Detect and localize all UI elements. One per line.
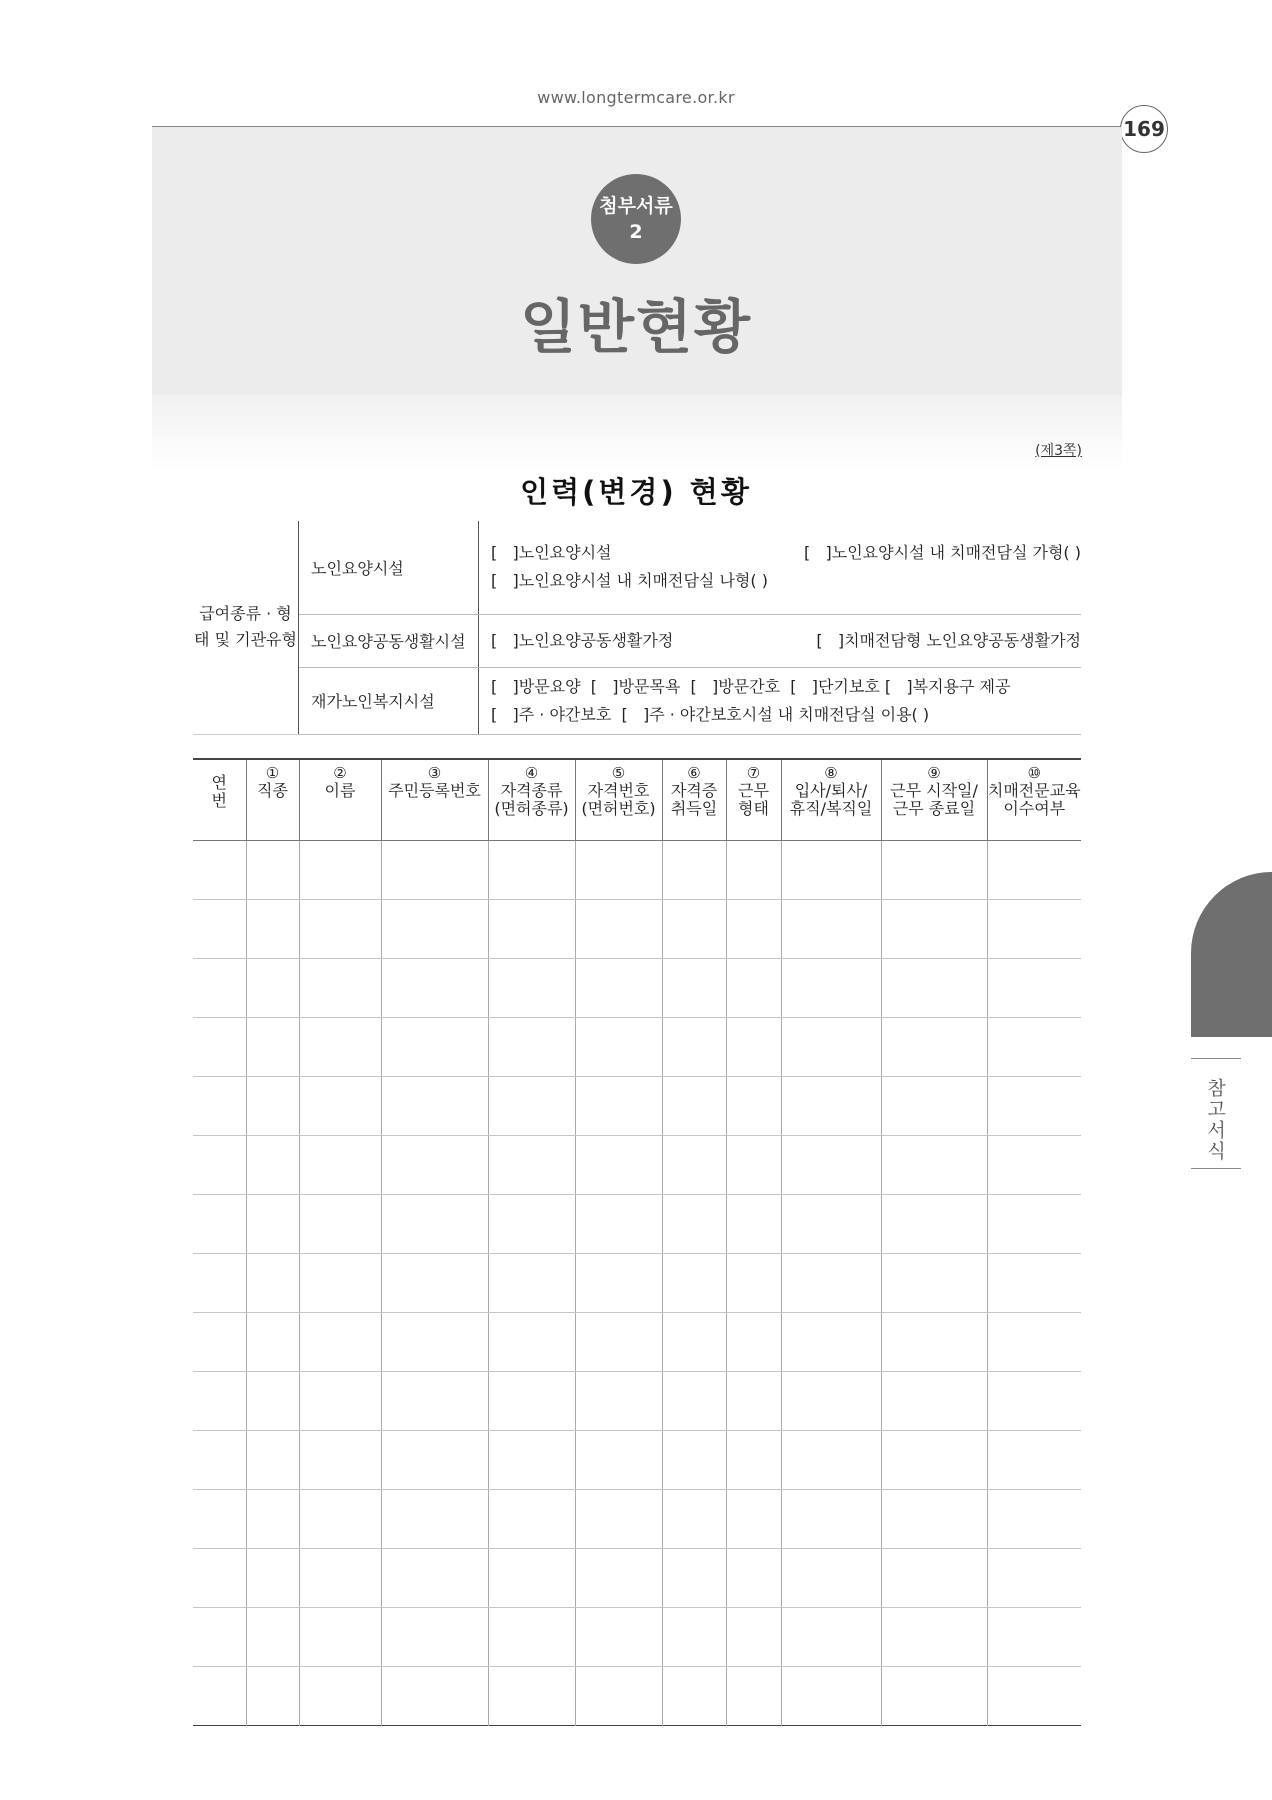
table-cell[interactable] bbox=[193, 1431, 246, 1490]
table-cell[interactable] bbox=[575, 1077, 662, 1136]
column-number: ⑧ bbox=[824, 764, 838, 782]
column-number: ⑥ bbox=[687, 764, 701, 782]
table-cell[interactable] bbox=[726, 959, 781, 1018]
table-cell[interactable] bbox=[299, 1431, 381, 1490]
table-cell[interactable] bbox=[662, 1195, 726, 1254]
site-url: www.longtermcare.or.kr bbox=[537, 88, 735, 107]
table-row bbox=[193, 1313, 1081, 1372]
table-cell[interactable] bbox=[488, 1195, 575, 1254]
table-cell[interactable] bbox=[575, 1313, 662, 1372]
option-text[interactable]: [ ]노인요양시설 내 치매전담실 가형( ) bbox=[804, 543, 1081, 563]
table-cell[interactable] bbox=[781, 1077, 881, 1136]
table-cell[interactable] bbox=[381, 1195, 488, 1254]
table-cell[interactable] bbox=[246, 1313, 299, 1372]
table-cell[interactable] bbox=[299, 1608, 381, 1667]
table-row bbox=[193, 1372, 1081, 1431]
table-row bbox=[193, 1018, 1081, 1077]
table-cell[interactable] bbox=[662, 900, 726, 959]
column-header bbox=[881, 759, 987, 841]
table-cell[interactable] bbox=[987, 1372, 1081, 1431]
table-cell[interactable] bbox=[299, 1254, 381, 1313]
table-cell[interactable] bbox=[381, 1313, 488, 1372]
table-cell[interactable] bbox=[381, 900, 488, 959]
table-cell[interactable] bbox=[781, 1667, 881, 1726]
table-cell[interactable] bbox=[881, 1077, 987, 1136]
table-cell[interactable] bbox=[575, 841, 662, 900]
table-cell[interactable] bbox=[299, 1136, 381, 1195]
staff-table bbox=[193, 758, 1081, 1726]
table-row bbox=[193, 1254, 1081, 1313]
table-row bbox=[193, 1077, 1081, 1136]
option-text[interactable]: [ ]노인요양시설 내 치매전담실 나형( ) bbox=[491, 571, 768, 591]
column-label: 번 bbox=[211, 791, 227, 810]
table-cell[interactable] bbox=[781, 841, 881, 900]
column-label: (면허종류) bbox=[494, 799, 569, 818]
table-row bbox=[193, 959, 1081, 1018]
column-label: 근무 종료일 bbox=[892, 799, 976, 818]
facility-name: 노인요양시설 bbox=[299, 521, 479, 614]
table-cell[interactable] bbox=[781, 900, 881, 959]
table-cell[interactable] bbox=[488, 1431, 575, 1490]
column-header bbox=[662, 759, 726, 841]
attachment-badge bbox=[591, 174, 681, 264]
table-cell[interactable] bbox=[662, 1667, 726, 1726]
column-label: 자격증 bbox=[670, 781, 718, 800]
column-header bbox=[987, 759, 1081, 841]
column-label: 이수여부 bbox=[1003, 799, 1066, 818]
staff-header-row bbox=[193, 759, 1081, 841]
table-cell[interactable] bbox=[781, 1254, 881, 1313]
table-cell[interactable] bbox=[488, 1313, 575, 1372]
table-cell[interactable] bbox=[193, 1608, 246, 1667]
table-cell[interactable] bbox=[662, 841, 726, 900]
side-divider bbox=[1191, 1058, 1241, 1059]
column-header bbox=[299, 759, 381, 841]
table-cell[interactable] bbox=[381, 1549, 488, 1608]
table-row bbox=[193, 1667, 1081, 1726]
column-label: 취득일 bbox=[670, 799, 718, 818]
table-cell[interactable] bbox=[987, 1608, 1081, 1667]
table-cell[interactable] bbox=[488, 1608, 575, 1667]
table-row bbox=[193, 1195, 1081, 1254]
table-cell[interactable] bbox=[987, 1136, 1081, 1195]
table-cell[interactable] bbox=[881, 1313, 987, 1372]
option-text[interactable]: [ ]방문요양 [ ]방문목욕 [ ]방문간호 [ ]단기보호 [ ]복지용구 제공 bbox=[491, 676, 1011, 696]
facility-name: 노인요양공동생활시설 bbox=[299, 614, 479, 667]
table-cell[interactable] bbox=[781, 1195, 881, 1254]
category-label: 급여종류 · 형태 및 기관유형 bbox=[193, 521, 299, 734]
table-cell[interactable] bbox=[299, 1313, 381, 1372]
table-cell[interactable] bbox=[193, 959, 246, 1018]
column-number: ⑤ bbox=[611, 764, 626, 782]
table-cell[interactable] bbox=[781, 959, 881, 1018]
table-cell[interactable] bbox=[726, 1372, 781, 1431]
table-row bbox=[193, 1490, 1081, 1549]
column-label: 휴직/복직일 bbox=[789, 799, 873, 818]
table-cell[interactable] bbox=[662, 1549, 726, 1608]
column-number: ⑦ bbox=[746, 764, 761, 782]
table-cell[interactable] bbox=[246, 1195, 299, 1254]
table-cell[interactable] bbox=[987, 1195, 1081, 1254]
table-cell[interactable] bbox=[726, 1195, 781, 1254]
column-number: ③ bbox=[427, 764, 442, 782]
table-cell[interactable] bbox=[726, 1490, 781, 1549]
table-cell[interactable] bbox=[488, 1018, 575, 1077]
table-cell[interactable] bbox=[193, 841, 246, 900]
table-cell[interactable] bbox=[662, 1372, 726, 1431]
table-cell[interactable] bbox=[193, 1195, 246, 1254]
side-tab bbox=[1191, 872, 1272, 1037]
table-cell[interactable] bbox=[193, 1136, 246, 1195]
table-cell[interactable] bbox=[781, 1608, 881, 1667]
info-row bbox=[193, 614, 1081, 667]
table-cell[interactable] bbox=[246, 1136, 299, 1195]
table-cell[interactable] bbox=[881, 1608, 987, 1667]
table-cell[interactable] bbox=[987, 1667, 1081, 1726]
side-divider bbox=[1191, 1168, 1241, 1169]
column-label: 치매전문교육 bbox=[987, 781, 1081, 800]
table-row bbox=[193, 841, 1081, 900]
table-cell[interactable] bbox=[662, 1254, 726, 1313]
table-cell[interactable] bbox=[662, 1136, 726, 1195]
column-header bbox=[781, 759, 881, 841]
facility-options bbox=[479, 614, 1082, 667]
table-cell[interactable] bbox=[781, 1018, 881, 1077]
table-cell[interactable] bbox=[781, 1431, 881, 1490]
table-cell[interactable] bbox=[781, 1136, 881, 1195]
table-cell[interactable] bbox=[987, 841, 1081, 900]
table-cell[interactable] bbox=[299, 1667, 381, 1726]
table-cell[interactable] bbox=[193, 1018, 246, 1077]
table-cell[interactable] bbox=[381, 1077, 488, 1136]
table-cell[interactable] bbox=[781, 1490, 881, 1549]
table-cell[interactable] bbox=[381, 841, 488, 900]
table-cell[interactable] bbox=[662, 1018, 726, 1077]
table-cell[interactable] bbox=[781, 1372, 881, 1431]
table-cell[interactable] bbox=[662, 1608, 726, 1667]
table-cell[interactable] bbox=[881, 841, 987, 900]
table-cell[interactable] bbox=[488, 1254, 575, 1313]
table-cell[interactable] bbox=[987, 1254, 1081, 1313]
column-number: ① bbox=[265, 764, 280, 782]
table-cell[interactable] bbox=[193, 1254, 246, 1313]
table-cell[interactable] bbox=[881, 1667, 987, 1726]
table-cell[interactable] bbox=[246, 1018, 299, 1077]
table-cell[interactable] bbox=[299, 1490, 381, 1549]
table-cell[interactable] bbox=[726, 1549, 781, 1608]
table-cell[interactable] bbox=[575, 1431, 662, 1490]
facility-options bbox=[479, 521, 1082, 614]
table-cell[interactable] bbox=[246, 900, 299, 959]
column-number: ⑩ bbox=[1027, 764, 1041, 782]
table-cell[interactable] bbox=[381, 1018, 488, 1077]
table-cell[interactable] bbox=[246, 1372, 299, 1431]
table-cell[interactable] bbox=[881, 959, 987, 1018]
form-page-indicator: (제3쪽) bbox=[1035, 443, 1082, 459]
table-cell[interactable] bbox=[299, 841, 381, 900]
table-cell[interactable] bbox=[881, 900, 987, 959]
column-label: 형태 bbox=[738, 799, 769, 818]
table-cell[interactable] bbox=[246, 1608, 299, 1667]
table-cell[interactable] bbox=[381, 1431, 488, 1490]
column-number: ④ bbox=[524, 764, 539, 782]
table-cell[interactable] bbox=[662, 1431, 726, 1490]
table-cell[interactable] bbox=[726, 1077, 781, 1136]
table-cell[interactable] bbox=[381, 1372, 488, 1431]
table-cell[interactable] bbox=[575, 1608, 662, 1667]
table-cell[interactable] bbox=[299, 1195, 381, 1254]
option-text[interactable]: [ ]치매전담형 노인요양공동생활가정 bbox=[816, 630, 1081, 650]
table-cell[interactable] bbox=[575, 1549, 662, 1608]
page-number: 169 bbox=[1120, 105, 1168, 153]
table-cell[interactable] bbox=[575, 1195, 662, 1254]
table-cell[interactable] bbox=[726, 1018, 781, 1077]
table-cell[interactable] bbox=[881, 1431, 987, 1490]
section-banner bbox=[152, 127, 1122, 412]
table-row bbox=[193, 1608, 1081, 1667]
table-cell[interactable] bbox=[726, 900, 781, 959]
table-cell[interactable] bbox=[575, 959, 662, 1018]
column-header bbox=[488, 759, 575, 841]
column-label: 자격번호 bbox=[587, 781, 650, 800]
table-cell[interactable] bbox=[662, 1313, 726, 1372]
table-cell[interactable] bbox=[246, 1549, 299, 1608]
table-row bbox=[193, 900, 1081, 959]
table-row bbox=[193, 1136, 1081, 1195]
column-header bbox=[193, 759, 246, 841]
column-number: ⑨ bbox=[927, 764, 941, 782]
column-label: 이름 bbox=[324, 781, 356, 800]
info-row bbox=[193, 521, 1081, 614]
table-cell[interactable] bbox=[488, 841, 575, 900]
table-cell[interactable] bbox=[246, 1490, 299, 1549]
column-header bbox=[726, 759, 781, 841]
table-cell[interactable] bbox=[381, 1490, 488, 1549]
badge-number: 2 bbox=[629, 221, 643, 243]
column-number: ② bbox=[333, 764, 347, 782]
table-cell[interactable] bbox=[381, 1608, 488, 1667]
table-cell[interactable] bbox=[299, 959, 381, 1018]
table-cell[interactable] bbox=[987, 900, 1081, 959]
table-cell[interactable] bbox=[193, 1313, 246, 1372]
info-row bbox=[193, 667, 1081, 734]
column-label: 자격종류 bbox=[500, 781, 563, 800]
table-cell[interactable] bbox=[193, 900, 246, 959]
table-cell[interactable] bbox=[193, 1490, 246, 1549]
table-cell[interactable] bbox=[575, 1372, 662, 1431]
table-cell[interactable] bbox=[987, 1490, 1081, 1549]
table-cell[interactable] bbox=[881, 1372, 987, 1431]
table-cell[interactable] bbox=[246, 1077, 299, 1136]
table-cell[interactable] bbox=[246, 1667, 299, 1726]
table-cell[interactable] bbox=[881, 1136, 987, 1195]
table-cell[interactable] bbox=[987, 1313, 1081, 1372]
option-text[interactable]: [ ]노인요양시설 bbox=[491, 543, 612, 563]
table-cell[interactable] bbox=[726, 1254, 781, 1313]
table-cell[interactable] bbox=[299, 900, 381, 959]
table-cell[interactable] bbox=[575, 1490, 662, 1549]
table-cell[interactable] bbox=[987, 1549, 1081, 1608]
table-cell[interactable] bbox=[381, 959, 488, 1018]
table-cell[interactable] bbox=[575, 1667, 662, 1726]
table-cell[interactable] bbox=[662, 1490, 726, 1549]
table-cell[interactable] bbox=[881, 1018, 987, 1077]
facility-name: 재가노인복지시설 bbox=[299, 667, 479, 734]
table-cell[interactable] bbox=[575, 1254, 662, 1313]
table-cell[interactable] bbox=[299, 1372, 381, 1431]
table-cell[interactable] bbox=[726, 1667, 781, 1726]
column-label: 근무 bbox=[738, 781, 769, 800]
table-cell[interactable] bbox=[987, 1077, 1081, 1136]
column-label: (면허번호) bbox=[581, 799, 656, 818]
column-header bbox=[575, 759, 662, 841]
table-cell[interactable] bbox=[987, 1018, 1081, 1077]
table-cell[interactable] bbox=[987, 1431, 1081, 1490]
table-cell[interactable] bbox=[726, 1431, 781, 1490]
table-cell[interactable] bbox=[781, 1313, 881, 1372]
table-cell[interactable] bbox=[299, 1077, 381, 1136]
table-cell[interactable] bbox=[488, 1136, 575, 1195]
table-cell[interactable] bbox=[575, 1136, 662, 1195]
staff-body bbox=[193, 841, 1081, 1726]
facility-options bbox=[479, 667, 1082, 734]
table-cell[interactable] bbox=[662, 1077, 726, 1136]
table-cell[interactable] bbox=[575, 900, 662, 959]
table-cell[interactable] bbox=[381, 1136, 488, 1195]
table-cell[interactable] bbox=[726, 1608, 781, 1667]
table-cell[interactable] bbox=[881, 1490, 987, 1549]
table-cell[interactable] bbox=[881, 1254, 987, 1313]
table-row bbox=[193, 1549, 1081, 1608]
side-tab-label: 참고서식 bbox=[1204, 1078, 1226, 1162]
table-cell[interactable] bbox=[246, 959, 299, 1018]
column-label: 입사/퇴사/ bbox=[794, 781, 868, 800]
table-cell[interactable] bbox=[193, 1372, 246, 1431]
table-cell[interactable] bbox=[381, 1254, 488, 1313]
table-cell[interactable] bbox=[488, 1372, 575, 1431]
table-cell[interactable] bbox=[488, 959, 575, 1018]
form-title: 인력(변경) 현황 bbox=[520, 475, 752, 509]
table-cell[interactable] bbox=[662, 959, 726, 1018]
table-cell[interactable] bbox=[575, 1018, 662, 1077]
table-cell[interactable] bbox=[193, 1667, 246, 1726]
banner-fade bbox=[152, 395, 1122, 470]
table-cell[interactable] bbox=[488, 1490, 575, 1549]
table-cell[interactable] bbox=[488, 900, 575, 959]
table-cell[interactable] bbox=[881, 1195, 987, 1254]
table-cell[interactable] bbox=[299, 1018, 381, 1077]
table-cell[interactable] bbox=[193, 1077, 246, 1136]
table-cell[interactable] bbox=[246, 1431, 299, 1490]
section-title: 일반현황 bbox=[519, 293, 753, 361]
table-cell[interactable] bbox=[488, 1077, 575, 1136]
table-cell[interactable] bbox=[488, 1549, 575, 1608]
table-cell[interactable] bbox=[246, 841, 299, 900]
column-label: 직종 bbox=[257, 781, 288, 800]
facility-info-table bbox=[193, 521, 1081, 735]
table-cell[interactable] bbox=[726, 1136, 781, 1195]
table-cell[interactable] bbox=[246, 1254, 299, 1313]
column-header bbox=[381, 759, 488, 841]
column-label: 근무 시작일/ bbox=[890, 781, 978, 800]
table-cell[interactable] bbox=[987, 959, 1081, 1018]
table-cell[interactable] bbox=[193, 1549, 246, 1608]
column-header bbox=[246, 759, 299, 841]
option-text[interactable]: [ ]주 · 야간보호 [ ]주 · 야간보호시설 내 치매전담실 이용( ) bbox=[491, 704, 930, 724]
option-text[interactable]: [ ]노인요양공동생활가정 bbox=[491, 630, 674, 650]
column-label: 주민등록번호 bbox=[388, 781, 481, 800]
table-cell[interactable] bbox=[881, 1549, 987, 1608]
column-label: 연 bbox=[211, 773, 227, 792]
table-cell[interactable] bbox=[726, 841, 781, 900]
table-cell[interactable] bbox=[299, 1549, 381, 1608]
table-cell[interactable] bbox=[488, 1667, 575, 1726]
badge-label: 첨부서류 bbox=[599, 195, 673, 217]
table-cell[interactable] bbox=[726, 1313, 781, 1372]
table-cell[interactable] bbox=[381, 1667, 488, 1726]
table-cell[interactable] bbox=[781, 1549, 881, 1608]
table-row bbox=[193, 1431, 1081, 1490]
